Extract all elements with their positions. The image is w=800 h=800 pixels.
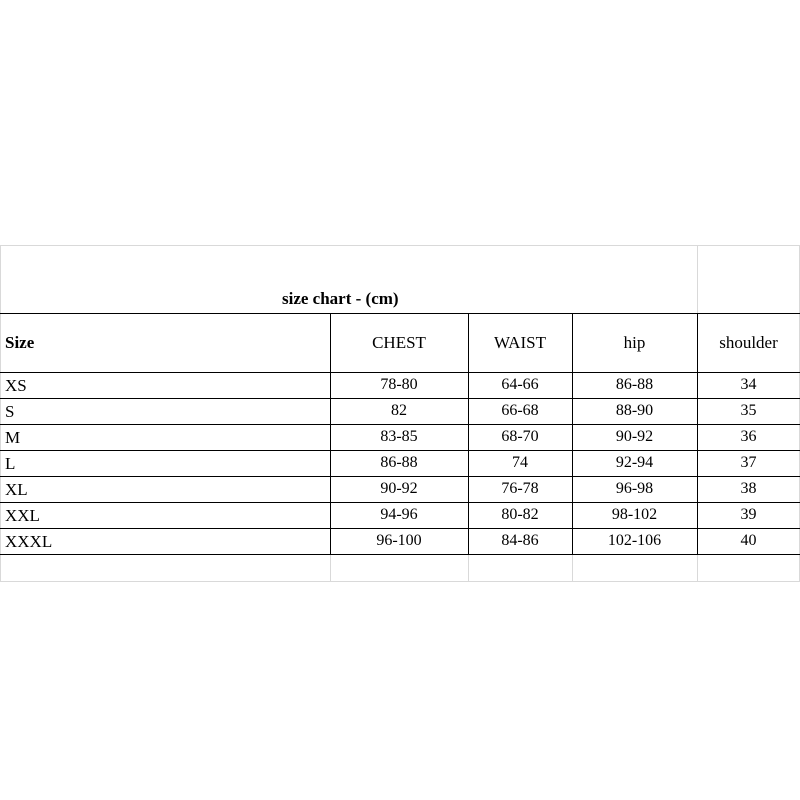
grid-line-col2 [468,555,469,582]
cell-waist: 84-86 [501,532,539,549]
table-row [0,528,800,554]
border-v-col4 [697,313,698,555]
cell-chest: 96-100 [376,532,422,549]
table-row [0,372,800,398]
border-v-col3 [572,313,573,555]
border-h-row4 [0,476,800,477]
cell-hip: 96-98 [615,480,654,497]
cell-waist: 74 [512,454,528,471]
table-row [0,450,800,476]
cell-hip: 88-90 [615,402,654,419]
grid-line-col3 [572,555,573,582]
header-shoulder: shoulder [719,333,778,352]
table-row [0,424,800,450]
grid-line-col4 [697,555,698,582]
cell-shoulder: 35 [740,402,757,419]
cell-chest: 94-96 [380,506,418,523]
cell-hip: 86-88 [615,376,654,393]
cell-shoulder: 40 [740,532,757,549]
border-h-row2 [0,424,800,425]
cell-shoulder: 34 [740,376,757,393]
grid-line-bottom [0,581,800,582]
border-h-top [0,313,800,314]
cell-hip: 98-102 [611,506,658,523]
chart-title: size chart - (cm) [282,289,399,308]
cell-hip: 102-106 [607,532,662,549]
border-v-col1 [330,313,331,555]
cell-chest: 90-92 [380,480,418,497]
cell-shoulder: 37 [740,454,757,471]
cell-size: L [5,453,16,473]
grid-line-title-divider [697,245,698,313]
cell-waist: 76-78 [501,480,539,497]
border-h-header [0,372,800,373]
border-h-row3 [0,450,800,451]
grid-line-col1 [330,555,331,582]
cell-hip: 90-92 [615,428,654,445]
cell-hip: 92-94 [615,454,654,471]
grid-line-top [0,245,800,246]
size-chart-sheet [0,245,800,582]
border-h-row1 [0,398,800,399]
cell-shoulder: 36 [740,428,757,445]
cell-chest: 83-85 [380,428,418,445]
cell-waist: 68-70 [501,428,539,445]
header-chest: CHEST [372,333,426,352]
size-table [0,313,800,554]
cell-waist: 66-68 [501,402,539,419]
cell-size: XL [5,479,28,499]
header-size: Size [5,333,35,352]
border-h-bottom [0,554,800,555]
cell-chest: 86-88 [380,454,418,471]
cell-chest: 82 [391,402,407,419]
cell-chest: 78-80 [380,376,418,393]
cell-waist: 64-66 [501,376,539,393]
cell-size: XXXL [5,531,53,551]
cell-size: M [5,427,21,447]
header-hip: hip [623,333,646,352]
cell-size: XXL [5,505,40,525]
table-row [0,502,800,528]
border-v-col2 [468,313,469,555]
border-h-row6 [0,528,800,529]
cell-shoulder: 39 [740,506,757,523]
cell-size: S [5,401,15,421]
table-row [0,398,800,424]
cell-size: XS [5,375,27,395]
table-header-row [0,313,800,372]
table-row [0,476,800,502]
cell-shoulder: 38 [740,480,757,497]
header-waist: WAIST [494,333,546,352]
cell-waist: 80-82 [501,506,539,523]
border-h-row5 [0,502,800,503]
